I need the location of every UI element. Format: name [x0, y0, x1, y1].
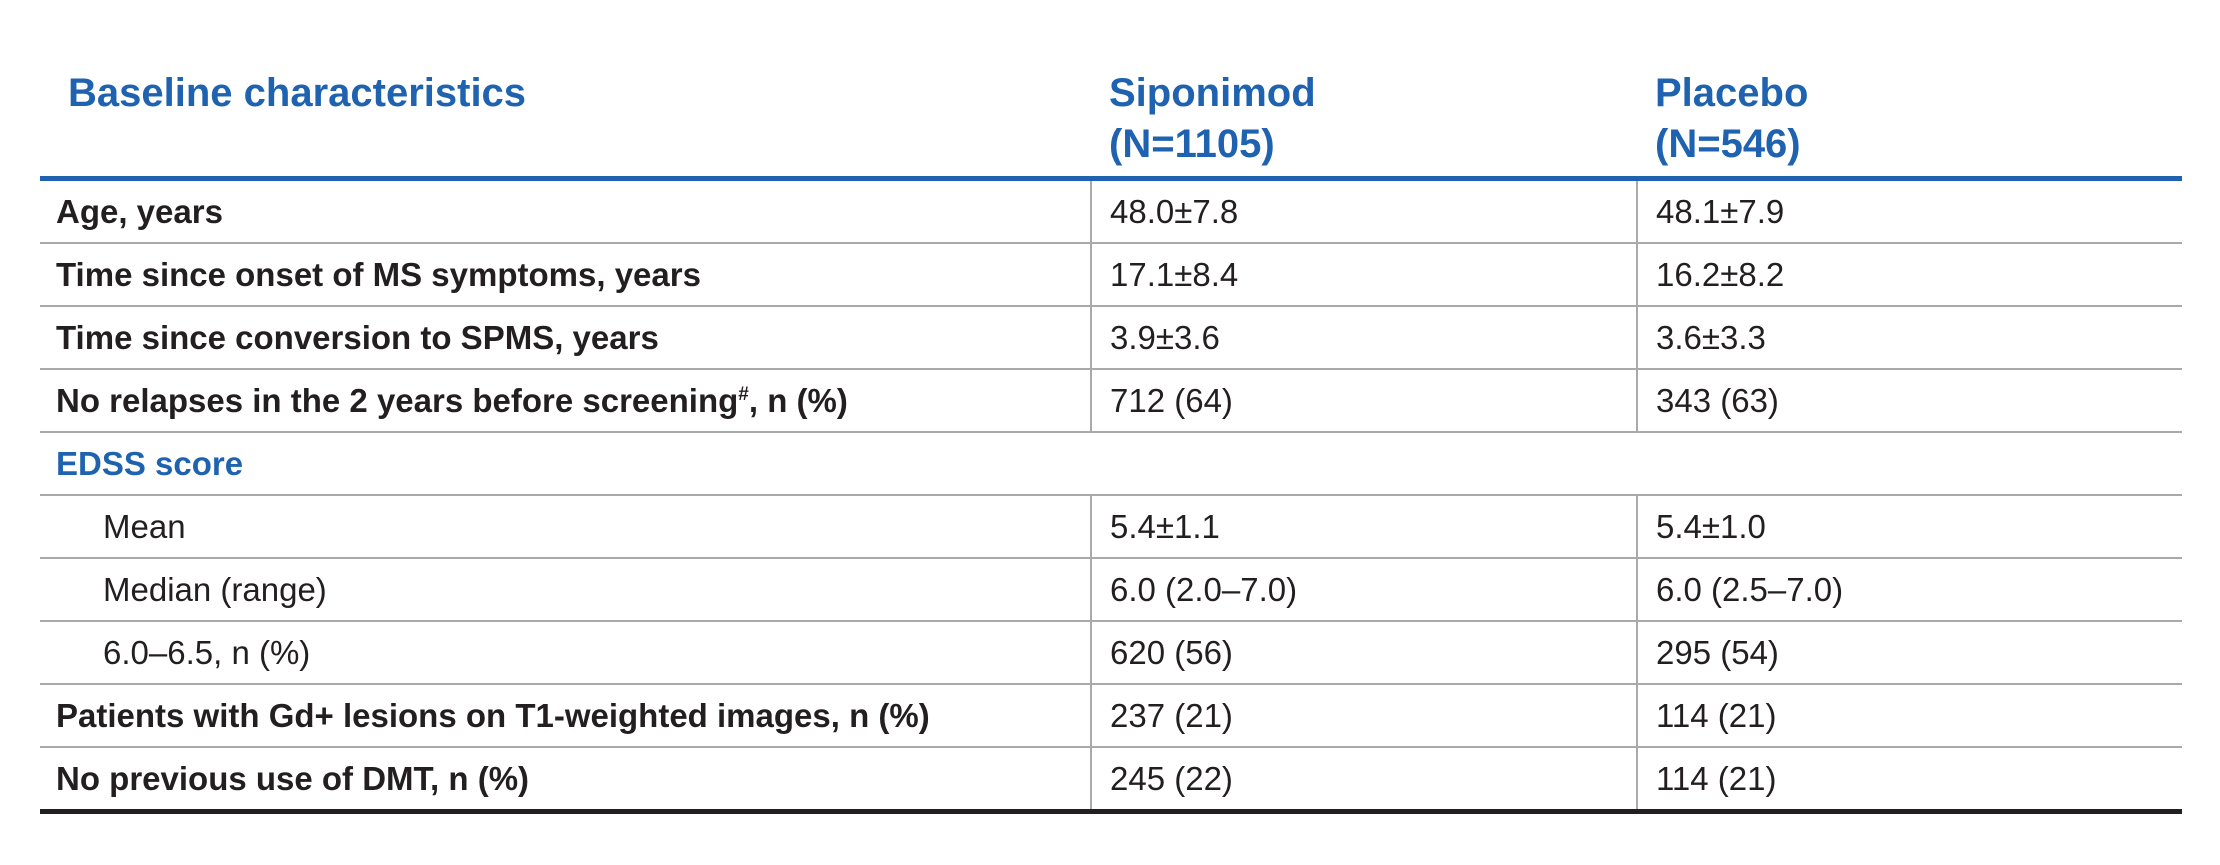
placebo-value: 114 (21): [1636, 748, 2182, 809]
placebo-value: 114 (21): [1636, 685, 2182, 746]
table-header: [40, 60, 2182, 181]
table-row-age: [40, 181, 2182, 244]
placebo-value: 343 (63): [1636, 370, 2182, 431]
siponimod-value: 3.9±3.6: [1090, 307, 1636, 368]
footnote-mark: #: [738, 383, 749, 405]
table-row-edss-range: [40, 622, 2182, 685]
row-label-suffix: , n (%): [748, 381, 848, 419]
row-label: Time since conversion to SPMS, years: [56, 318, 659, 356]
siponimod-value: 5.4±1.1: [1090, 496, 1636, 557]
siponimod-value: 17.1±8.4: [1090, 244, 1636, 305]
header-col3-name: Placebo: [1655, 71, 1809, 115]
placebo-value: 5.4±1.0: [1636, 496, 2182, 557]
header-col2-name: Siponimod: [1109, 71, 1316, 115]
header-baseline-characteristics: [68, 68, 526, 119]
row-label-text: No relapses in the 2 years before screening: [56, 381, 739, 419]
table-row-gd-lesions: [40, 685, 2182, 748]
row-label: Patients with Gd+ lesions on T1-weighted images, n (%): [56, 696, 930, 734]
row-label: Mean: [103, 507, 186, 545]
header-col2-n: (N=1105): [1109, 122, 1275, 166]
siponimod-value: 712 (64): [1090, 370, 1636, 431]
baseline-characteristics-table: [40, 60, 2182, 814]
table-row-edss-median: [40, 559, 2182, 622]
placebo-value: 3.6±3.3: [1636, 307, 2182, 368]
placebo-value: 16.2±8.2: [1636, 244, 2182, 305]
siponimod-value: 245 (22): [1090, 748, 1636, 809]
table-row-time-since-conversion: [40, 307, 2182, 370]
table-row-no-previous-dmt: [40, 748, 2182, 814]
siponimod-value: 237 (21): [1090, 685, 1636, 746]
row-label: No previous use of DMT, n (%): [56, 759, 530, 797]
section-label: EDSS score: [56, 444, 244, 482]
row-label: 6.0–6.5, n (%): [103, 633, 311, 671]
siponimod-value: 48.0±7.8: [1090, 181, 1636, 242]
table-row-no-relapses: [40, 370, 2182, 433]
table-row-time-since-onset: [40, 244, 2182, 307]
row-label: Time since onset of MS symptoms, years: [56, 255, 701, 293]
header-placebo: [1655, 68, 1808, 170]
table-section-edss-score: [40, 433, 2182, 496]
placebo-value: 6.0 (2.5–7.0): [1636, 559, 2182, 620]
row-label: [40, 370, 1090, 431]
siponimod-value: 6.0 (2.0–7.0): [1090, 559, 1636, 620]
placebo-value: 48.1±7.9: [1636, 181, 2182, 242]
placebo-value: 295 (54): [1636, 622, 2182, 683]
siponimod-value: 620 (56): [1090, 622, 1636, 683]
header-col1-label: Baseline characteristics: [68, 71, 527, 115]
table-row-edss-mean: [40, 496, 2182, 559]
header-col3-n: (N=546): [1655, 122, 1801, 166]
row-label: Age, years: [56, 192, 223, 230]
header-siponimod: [1109, 68, 1316, 170]
row-label: Median (range): [103, 570, 327, 608]
